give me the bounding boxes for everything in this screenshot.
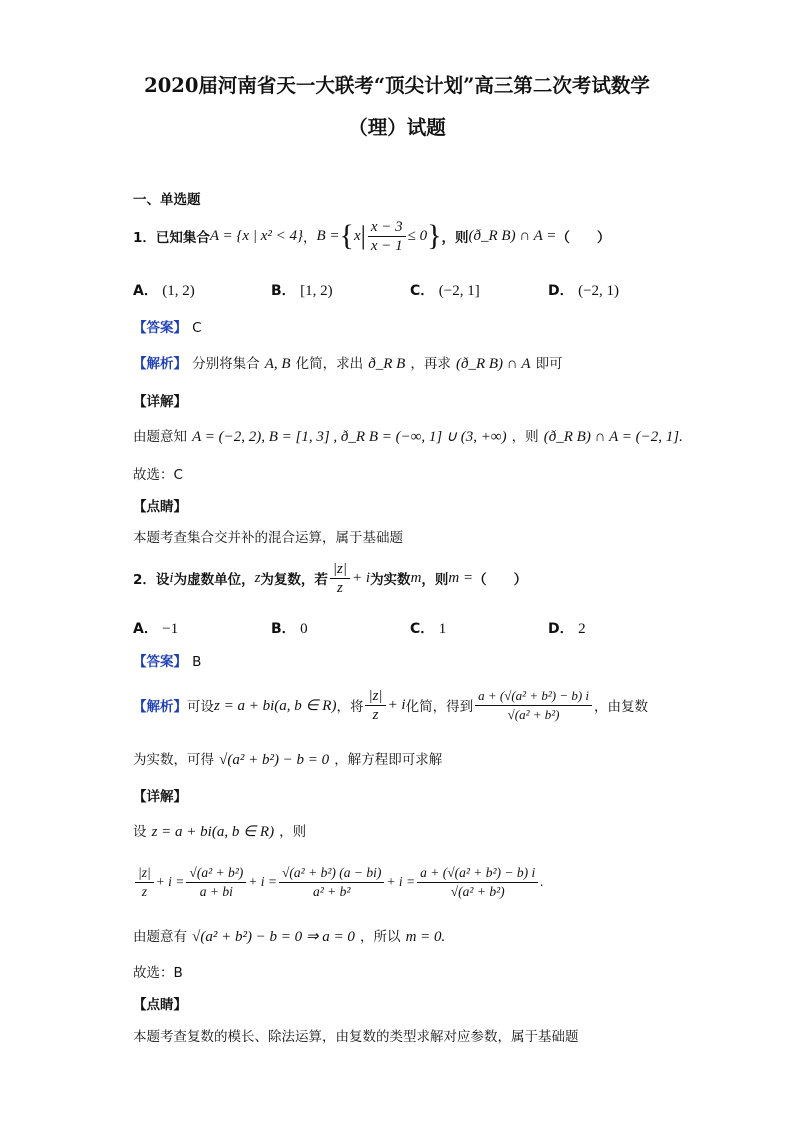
stem-text: 为复数，若 — [260, 572, 328, 588]
fraction-modulus-over-z — [135, 864, 154, 901]
fraction-denominator: a + bi — [199, 883, 233, 899]
option-value: (−2, 1] — [438, 283, 480, 299]
analysis-math: A, B — [264, 356, 291, 372]
choose-line: 故选：C — [133, 467, 183, 483]
stem-text: 设 — [155, 572, 170, 588]
analysis-text: 为实数，可得 — [133, 752, 214, 768]
question-number: 2． — [133, 572, 156, 588]
analysis-math: √(a² + b²) − b = 0 — [219, 752, 330, 768]
detail-math: z = a + bi(a, b ∈ R) — [151, 824, 275, 840]
option-value: 1 — [438, 621, 447, 637]
derivation-equation — [133, 852, 544, 912]
stem-text: 已知集合 — [155, 230, 210, 246]
fraction-numerator: |z| — [365, 687, 385, 706]
detail-tag: 【详解】 — [133, 789, 187, 805]
fraction-numerator: √(a² + b²) (a − bi) — [279, 864, 384, 883]
analysis-line — [133, 352, 563, 373]
option-d — [548, 280, 619, 300]
stem-text: 为实数 — [370, 572, 411, 588]
detail-line — [133, 820, 306, 841]
option-label: D． — [548, 621, 574, 637]
set-b-fraction — [368, 218, 406, 255]
condition-line — [133, 925, 445, 946]
option-label: C． — [410, 621, 435, 637]
option-value: (−2, 1) — [578, 283, 620, 299]
option-value: 2 — [578, 621, 586, 637]
fraction-step-2 — [279, 864, 384, 901]
option-value: [1, 2) — [300, 283, 333, 299]
stem-text: ，则 — [441, 230, 469, 246]
analysis-text: 分别将集合 — [192, 356, 260, 372]
detail-line — [133, 425, 683, 446]
analysis-text: ，解方程即可求解 — [334, 752, 443, 768]
stem-math: + i — [352, 569, 371, 586]
option-label: B． — [271, 621, 296, 637]
separator: ， — [302, 230, 317, 246]
comment-tag: 【点睛】 — [133, 997, 187, 1013]
set-b-prefix: B = — [316, 227, 340, 244]
fraction-step-3 — [417, 864, 538, 901]
analysis-line-2 — [133, 748, 442, 769]
equation-operator: + i = — [386, 874, 416, 889]
set-b-variable: x — [353, 227, 361, 244]
fraction-denominator: z — [337, 579, 343, 596]
analysis-text: ，由复数 — [594, 699, 649, 715]
set-bar: | — [360, 221, 366, 250]
option-label: C． — [410, 283, 435, 299]
detail-text: ，则 — [511, 429, 539, 445]
option-value: 0 — [300, 621, 308, 637]
right-brace: } — [427, 219, 442, 252]
analysis-math: (ð_R B) ∩ A — [455, 356, 531, 372]
fraction-step-1 — [186, 864, 246, 901]
answer-value: B — [192, 654, 202, 670]
stem-math: i — [169, 569, 174, 586]
stem-text: 为虚数单位， — [173, 572, 255, 588]
stem-text: ，则 — [421, 572, 449, 588]
question-2-stem — [133, 557, 527, 599]
comment-tag: 【点睛】 — [133, 499, 187, 515]
answer-tag: 【答案】 — [133, 654, 187, 670]
option-b — [271, 618, 308, 638]
fraction-denominator: √(a² + b²) — [507, 706, 560, 722]
question-1-stem — [133, 218, 610, 254]
stem-math: m — [410, 569, 422, 586]
fraction-numerator: a + (√(a² + b²) − b) i — [475, 687, 592, 706]
option-label: D． — [548, 283, 574, 299]
detail-math: (ð_R B) ∩ A = (−2, 1]. — [543, 429, 683, 445]
detail-text: 由题意知 — [133, 429, 187, 445]
page-title-line1: 2020届河南省天一大联考“顶尖计划”高三第二次考试数学 — [144, 74, 650, 97]
analysis-text: ，将 — [336, 699, 364, 715]
equation-operator: + i = — [248, 874, 278, 889]
condition-math: √(a² + b²) − b = 0 ⇒ a = 0 — [192, 929, 355, 945]
option-value: (1, 2) — [162, 283, 195, 299]
option-a — [133, 280, 195, 300]
question-number: 1． — [133, 230, 156, 246]
fraction-denominator: z — [141, 883, 147, 899]
option-c — [410, 618, 446, 638]
detail-text: ，则 — [279, 824, 307, 840]
fraction-denominator: √(a² + b²) — [450, 883, 505, 899]
analysis-math: z = a + bi(a, b ∈ R) — [214, 697, 337, 714]
option-c — [410, 280, 480, 300]
analysis-tag: 【解析】 — [133, 699, 187, 715]
detail-text: 设 — [133, 824, 147, 840]
answer-line — [133, 650, 201, 670]
answer-value: C — [192, 320, 202, 336]
left-brace: { — [339, 219, 354, 252]
equation-operator: + i = — [155, 874, 185, 889]
analysis-text: 可设 — [187, 699, 214, 715]
page-title-line2: （理）试题 — [348, 116, 446, 139]
analysis-text: 化简，得到 — [405, 699, 474, 715]
answer-tag: 【答案】 — [133, 320, 187, 336]
stem-fraction — [330, 560, 350, 597]
section-heading: 一、单选题 — [133, 192, 201, 208]
condition-math: m = 0. — [405, 929, 446, 945]
analysis-fraction — [365, 687, 385, 724]
set-a-expression: A = {x | x² < 4} — [209, 227, 303, 244]
fraction-numerator: √(a² + b²) — [186, 864, 246, 883]
analysis-text: 化简，求出 — [295, 356, 364, 372]
comment-text: 本题考查复数的模长、除法运算，由复数的类型求解对应参数，属于基础题 — [133, 1029, 579, 1045]
analysis-text: ，再求 — [410, 356, 451, 372]
answer-parentheses: （ ） — [473, 572, 528, 588]
target-expression: (ð_R B) ∩ A = — [468, 227, 557, 244]
option-b — [271, 280, 333, 300]
fraction-numerator: |z| — [330, 560, 350, 579]
analysis-math: + i — [387, 696, 406, 713]
condition-text: ，所以 — [359, 929, 401, 945]
fraction-numerator: a + (√(a² + b²) − b) i — [417, 864, 538, 883]
analysis-tag: 【解析】 — [133, 356, 187, 372]
equation-end: . — [540, 874, 544, 889]
fraction-denominator: x − 1 — [370, 237, 403, 254]
fraction-denominator: z — [372, 706, 379, 723]
choose-line: 故选：B — [133, 965, 183, 981]
set-b-relation: ≤ 0 — [407, 227, 428, 244]
option-label: A． — [133, 283, 158, 299]
comment-text: 本题考查集合交并补的混合运算，属于基础题 — [133, 530, 403, 546]
condition-text: 由题意有 — [133, 929, 187, 945]
stem-math: z — [254, 569, 261, 586]
option-d — [548, 618, 586, 638]
answer-line — [133, 316, 202, 336]
option-label: B． — [271, 283, 296, 299]
analysis-line — [133, 680, 648, 730]
analysis-result-fraction — [475, 687, 592, 724]
analysis-text: 即可 — [535, 356, 563, 372]
stem-math: m = — [448, 569, 474, 586]
fraction-denominator: a² + b² — [312, 883, 351, 899]
fraction-numerator: x − 3 — [368, 218, 406, 237]
detail-math: A = (−2, 2), B = [1, 3] , ð_R B = (−∞, 1] ∪ (3, +∞) — [192, 429, 507, 445]
option-value: −1 — [162, 621, 179, 637]
option-a — [133, 618, 178, 638]
analysis-math: ð_R B — [368, 356, 406, 372]
option-label: A． — [133, 621, 158, 637]
fraction-numerator: |z| — [135, 864, 154, 883]
answer-parentheses: （ ） — [556, 230, 611, 246]
detail-tag: 【详解】 — [133, 394, 187, 410]
